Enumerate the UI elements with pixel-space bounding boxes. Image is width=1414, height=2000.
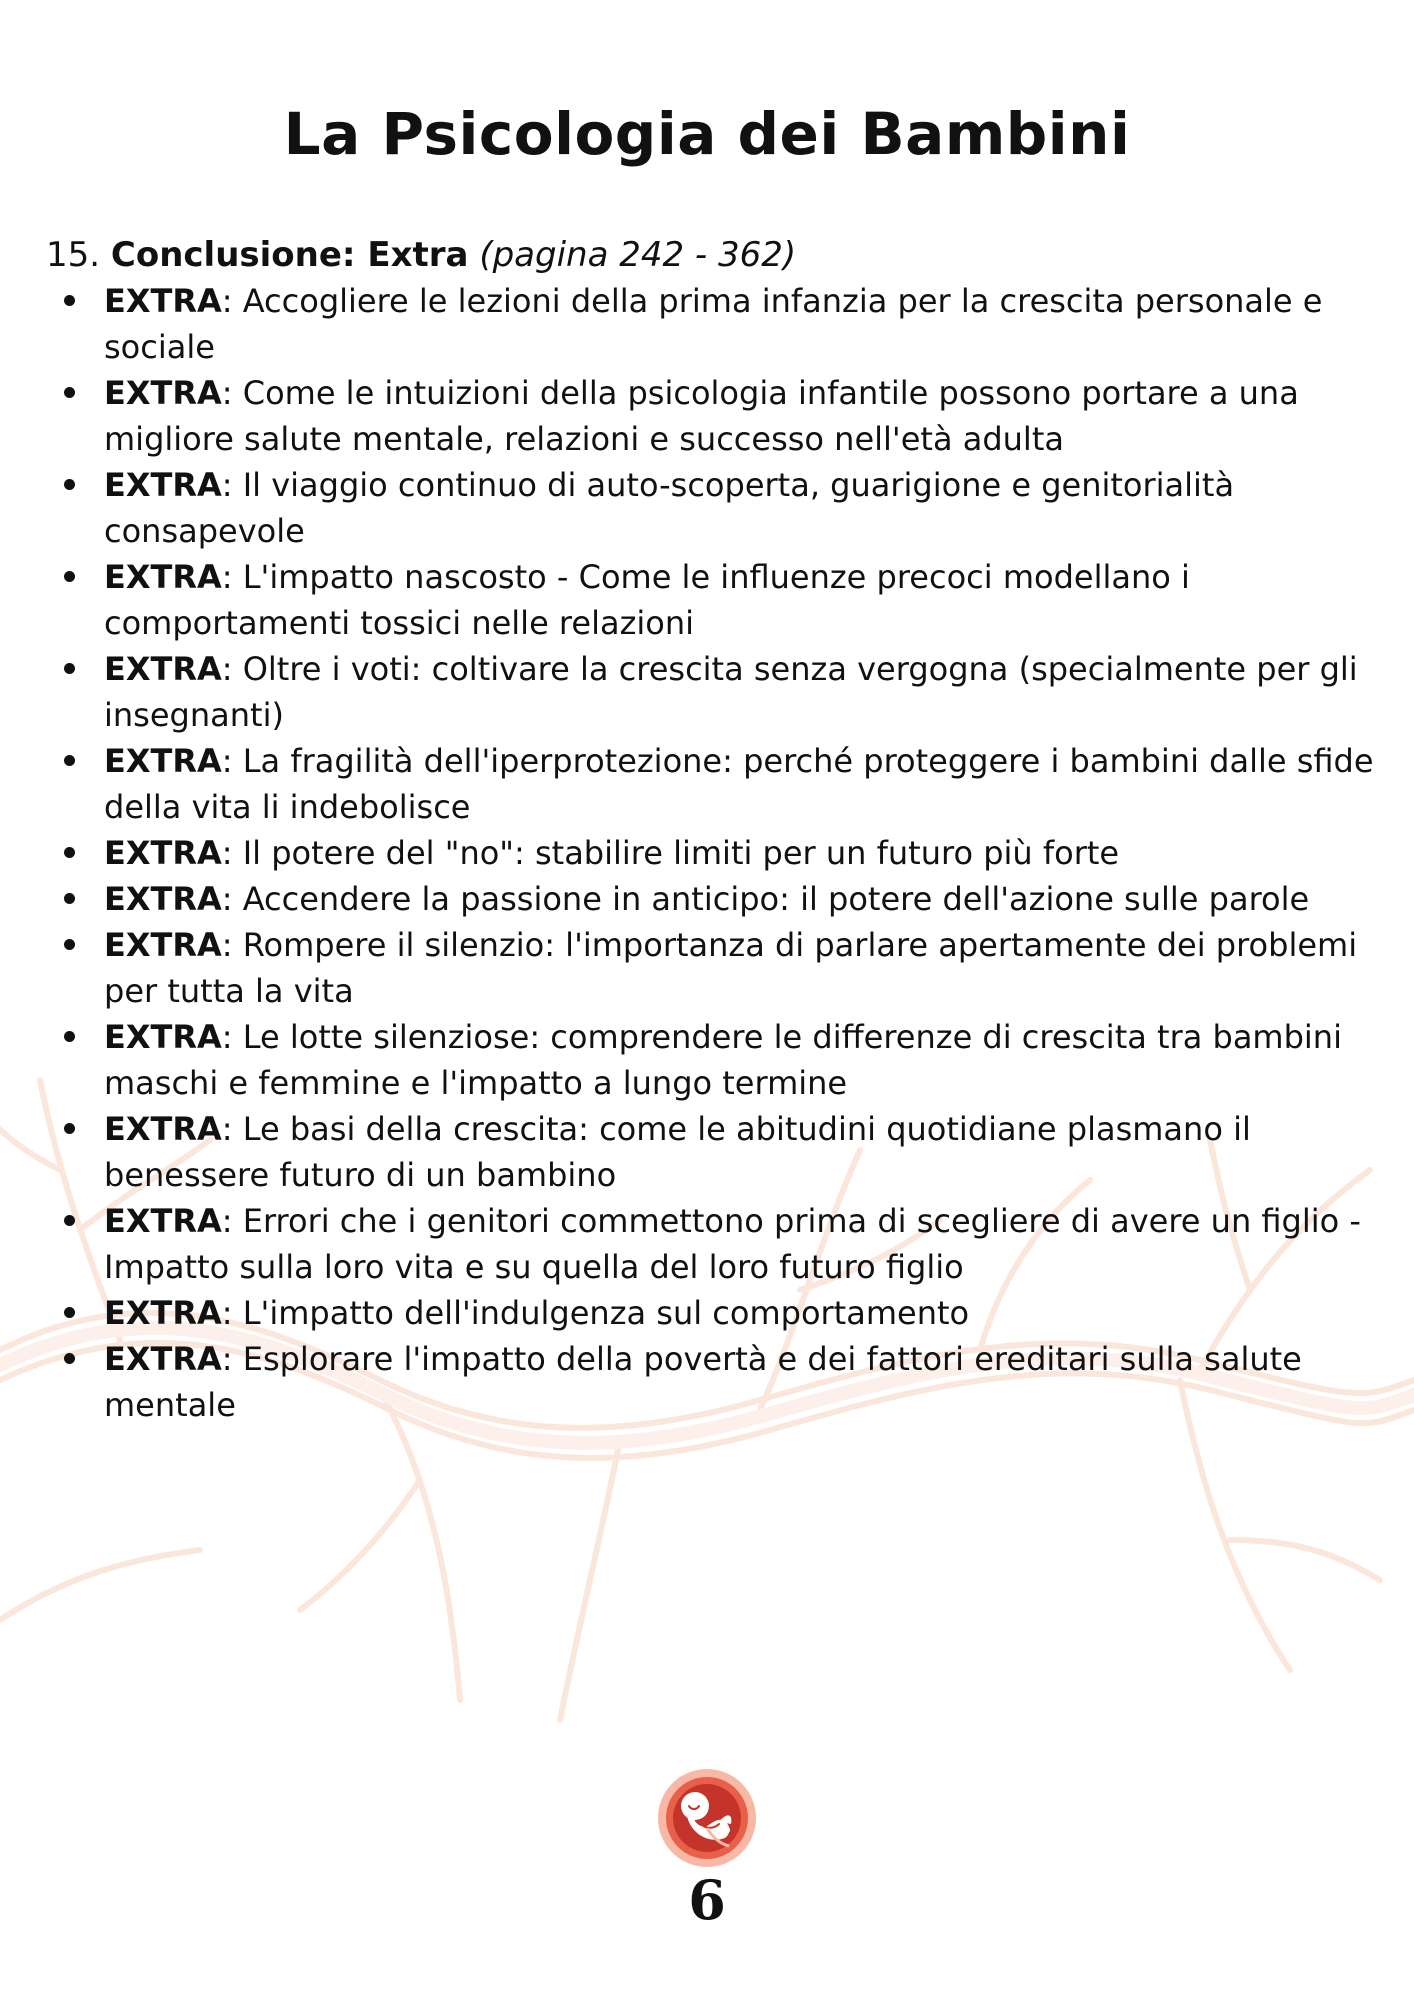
bullet-icon: [64, 847, 75, 858]
bullet-icon: [64, 755, 75, 766]
bullet-icon: [64, 1353, 75, 1364]
section-page-range: (pagina 242 - 362): [479, 235, 797, 275]
section-conclusion: [46, 232, 1376, 1428]
bullet-icon: [64, 939, 75, 950]
item-text: : Oltre i voti: coltivare la crescita senza vergogna (specialmente per gli insegnanti): [104, 650, 1358, 734]
extra-list: [46, 278, 1376, 1428]
item-tag: EXTRA: [104, 1294, 222, 1332]
item-text: : La fragilità dell'iperprotezione: perché proteggere i bambini dalle sfide della vita li indebolisce: [104, 742, 1374, 826]
bullet-icon: [64, 893, 75, 904]
list-item: [104, 876, 1376, 922]
item-tag: EXTRA: [104, 1340, 222, 1378]
item-tag: EXTRA: [104, 926, 222, 964]
bullet-icon: [64, 479, 75, 490]
section-number: 15.: [46, 235, 101, 275]
list-item: [104, 1106, 1376, 1198]
item-text: : L'impatto nascosto - Come le influenze precoci modellano i comportamenti tossici nelle relazioni: [104, 558, 1190, 642]
item-tag: EXTRA: [104, 1110, 222, 1148]
list-item: [104, 646, 1376, 738]
item-tag: EXTRA: [104, 374, 222, 412]
bullet-icon: [64, 1031, 75, 1042]
item-tag: EXTRA: [104, 742, 222, 780]
item-text: : L'impatto dell'indulgenza sul comportamento: [221, 1294, 970, 1332]
item-tag: EXTRA: [104, 650, 222, 688]
list-item: [104, 1290, 1376, 1336]
item-text: : Accogliere le lezioni della prima infanzia per la crescita personale e sociale: [104, 282, 1323, 366]
bullet-icon: [64, 295, 75, 306]
section-label: Conclusione: Extra: [110, 235, 469, 275]
list-item: [104, 370, 1376, 462]
page-title: La Psicologia dei Bambini: [283, 100, 1131, 168]
bullet-icon: [64, 1307, 75, 1318]
item-tag: EXTRA: [104, 1202, 222, 1240]
item-text: : Le lotte silenziose: comprendere le differenze di crescita tra bambini maschi e femmine e l'impatto a lungo termine: [104, 1018, 1342, 1102]
list-item: [104, 1336, 1376, 1428]
item-text: : Il potere del "no": stabilire limiti per un futuro più forte: [221, 834, 1120, 872]
bullet-icon: [64, 1123, 75, 1134]
item-text: : Come le intuizioni della psicologia infantile possono portare a una migliore salute mentale, relazioni e successo nell'età adulta: [104, 374, 1299, 458]
item-tag: EXTRA: [104, 466, 222, 504]
item-text: : Le basi della crescita: come le abitudini quotidiane plasmano il benessere futuro di un bambino: [104, 1110, 1251, 1194]
item-tag: EXTRA: [104, 282, 222, 320]
list-item: [104, 462, 1376, 554]
item-text: : Errori che i genitori commettono prima di scegliere di avere un figlio - Impatto sulla loro vita e su quella del loro futuro figlio: [104, 1202, 1361, 1286]
list-item: [104, 830, 1376, 876]
item-text: : Esplorare l'impatto della povertà e dei fattori ereditari sulla salute mentale: [104, 1340, 1302, 1424]
section-heading: [46, 232, 1376, 278]
list-item: [104, 1014, 1376, 1106]
bullet-icon: [64, 387, 75, 398]
list-item: [104, 554, 1376, 646]
list-item: [104, 738, 1376, 830]
bullet-icon: [64, 571, 75, 582]
item-text: : Il viaggio continuo di auto-scoperta, guarigione e genitorialità consapevole: [104, 466, 1235, 550]
item-text: : Accendere la passione in anticipo: il potere dell'azione sulle parole: [221, 880, 1310, 918]
bullet-icon: [64, 663, 75, 674]
list-item: [104, 1198, 1376, 1290]
fetus-icon: [657, 1768, 757, 1868]
list-item: [104, 922, 1376, 1014]
item-tag: EXTRA: [104, 1018, 222, 1056]
list-item: [104, 278, 1376, 370]
page-number: 6: [688, 1868, 726, 1932]
bullet-icon: [64, 1215, 75, 1226]
item-tag: EXTRA: [104, 834, 222, 872]
item-tag: EXTRA: [104, 880, 222, 918]
item-text: : Rompere il silenzio: l'importanza di parlare apertamente dei problemi per tutta la vita: [104, 926, 1358, 1010]
item-tag: EXTRA: [104, 558, 222, 596]
